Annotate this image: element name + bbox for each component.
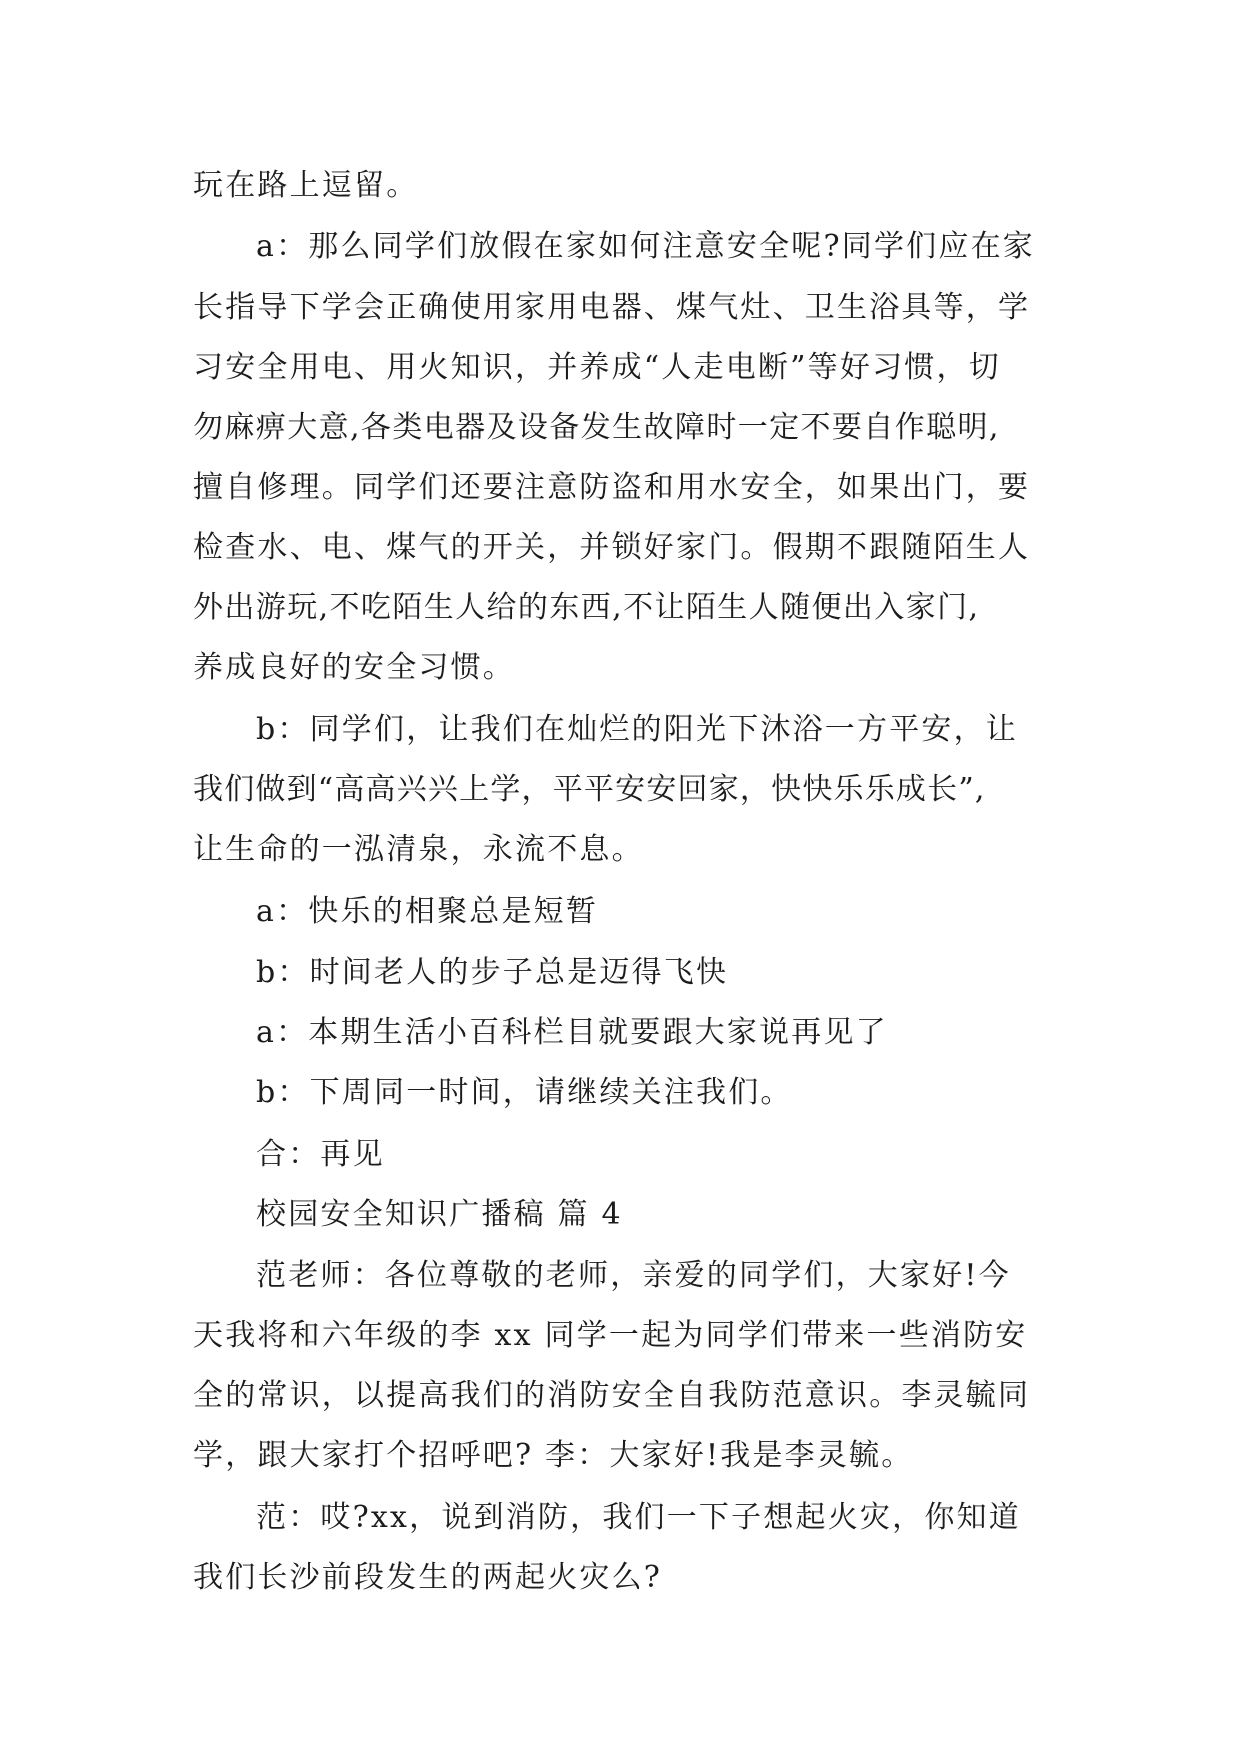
text-line: b：时间老人的步子总是迈得飞快 xyxy=(256,955,729,990)
text-line: 检查水、电、煤气的开关，并锁好家门。假期不跟随陌生人 xyxy=(193,530,1031,565)
text-line: b：同学们，让我们在灿烂的阳光下沐浴一方平安，让 xyxy=(256,712,1019,747)
text-line: 养成良好的安全习惯。 xyxy=(193,650,515,685)
text-line: b：下周同一时间，请继续关注我们。 xyxy=(256,1075,793,1110)
text-line: 习安全用电、用火知识，并养成“人走电断”等好习惯，切 xyxy=(193,350,1001,385)
text-line: 天我将和六年级的李 xx 同学一起为同学们带来一些消防安 xyxy=(193,1318,1028,1353)
text-line: 外出游玩,不吃陌生人给的东西,不让陌生人随便出入家门, xyxy=(193,590,980,625)
text-line: 学，跟大家打个招呼吧? 李：大家好!我是李灵毓。 xyxy=(193,1438,914,1473)
text-line: a：本期生活小百科栏目就要跟大家说再见了 xyxy=(256,1015,888,1050)
text-line: 合：再见 xyxy=(256,1137,385,1172)
text-line: 范：哎?xx，说到消防，我们一下子想起火灾，你知道 xyxy=(256,1500,1021,1535)
text-line: 擅自修理。同学们还要注意防盗和用水安全，如果出门，要 xyxy=(193,470,1031,505)
text-line: 让生命的一泓清泉，永流不息。 xyxy=(193,832,644,867)
text-line: a：快乐的相聚总是短暂 xyxy=(256,894,599,929)
text-line: 玩在路上逗留。 xyxy=(193,168,419,203)
section-heading: 校园安全知识广播稿 篇 4 xyxy=(256,1197,623,1232)
text-line: 我们做到“高高兴兴上学，平平安安回家，快快乐乐成长”, xyxy=(193,772,986,807)
text-line: 长指导下学会正确使用家用电器、煤气灶、卫生浴具等，学 xyxy=(193,290,1031,325)
text-line: 我们长沙前段发生的两起火灾么? xyxy=(193,1560,663,1595)
text-line: 勿麻痹大意,各类电器及设备发生故障时一定不要自作聪明, xyxy=(193,410,1000,445)
text-line: a：那么同学们放假在家如何注意安全呢?同学们应在家 xyxy=(256,229,1035,264)
text-line: 范老师：各位尊敬的老师，亲爱的同学们，大家好!今 xyxy=(256,1258,1011,1293)
text-line: 全的常识，以提高我们的消防安全自我防范意识。李灵毓同 xyxy=(193,1378,1031,1413)
